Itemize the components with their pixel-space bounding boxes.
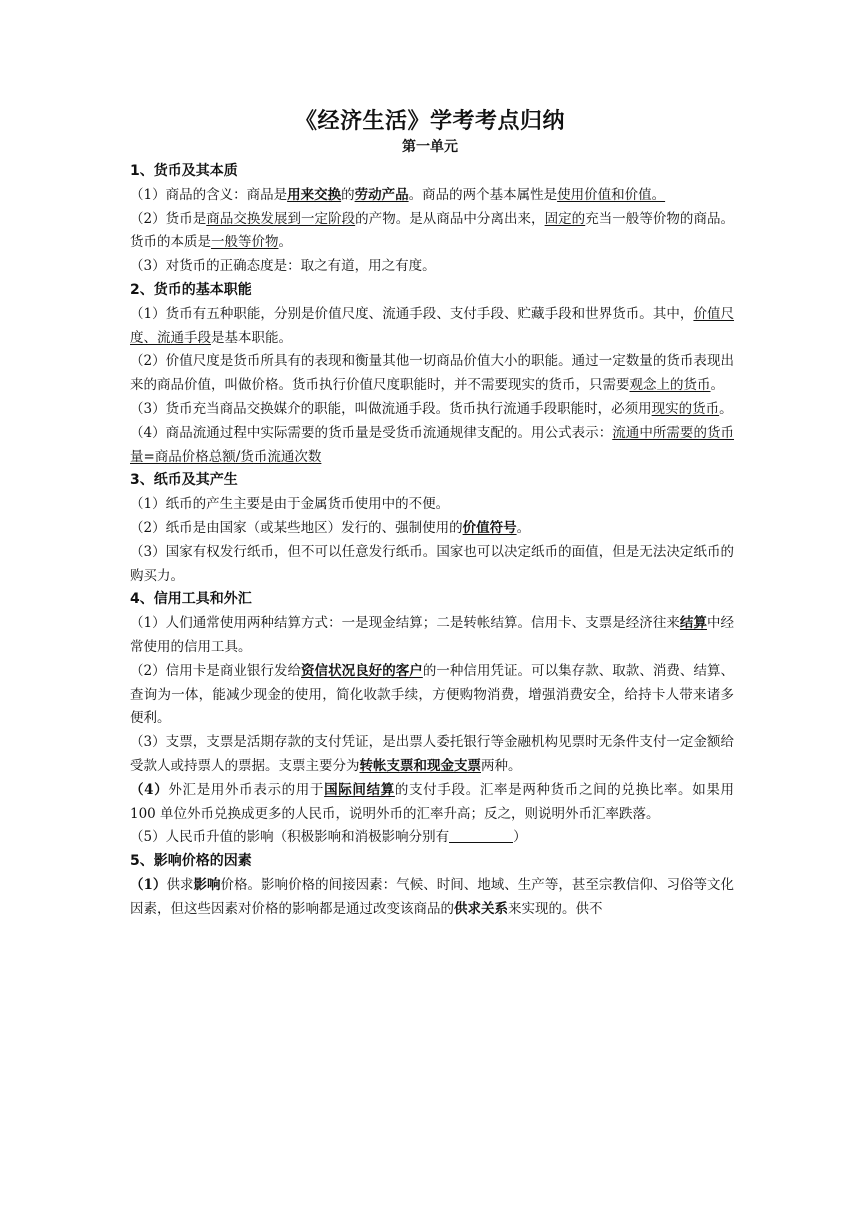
text-run: （1）人们通常使用两种结算方式：一是现金结算；二是转帐结算。信用卡、支票是经济往来 — [130, 615, 680, 632]
section-heading: 4、信用工具和外汇 — [130, 591, 252, 608]
key-term: 观念上的货币 — [629, 377, 711, 394]
text-run: 供求 — [166, 876, 194, 893]
paragraph — [130, 303, 734, 351]
text-run: （2）信用卡是商业银行发给 — [130, 662, 302, 679]
text-run: （4）商品流通过程中实际需要的货币量是受货币流通规律支配的。用公式表示： — [130, 424, 613, 441]
text-run: （2）纸币是由国家（或某些地区）发行的、强制使用的 — [130, 519, 463, 536]
paragraph: （3）国家有权发行纸币，但不可以任意发行纸币。国家也可以决定纸币的面值，但是无法决定纸币的购买力。 — [130, 543, 734, 584]
document-body — [130, 160, 734, 922]
section-heading: 2、货币的基本职能 — [130, 281, 252, 298]
text-run: 价格。影响价格的间接因素：气候、时间、地域、生产等，甚至宗教信仰、习俗等文化因素，但这些因素对价格的影响都是通过改变该商品的 — [130, 876, 734, 917]
key-term: 现实的货币 — [651, 400, 720, 417]
key-term: 流通中所需要的货币量=商品价格总额/货币流通次数 — [130, 424, 735, 465]
section-heading: 5、影响价格的因素 — [130, 853, 252, 870]
key-term: 转帐支票和现金支票 — [359, 757, 481, 774]
paragraph — [130, 184, 734, 208]
key-term: 影响 — [193, 876, 221, 893]
paragraph — [130, 826, 734, 850]
text-run: （1）货币有五种职能，分别是价值尺度、流通手段、支付手段、贮藏手段和世界货币。其中， — [130, 305, 694, 322]
text-run: 中经常使用的信用工具。 — [130, 615, 735, 655]
paragraph — [130, 208, 734, 256]
fill-in-blank — [449, 828, 513, 843]
paragraph — [130, 660, 734, 731]
document-title: 《经济生活》学考考点归纳 — [294, 109, 565, 134]
unit-title: 第一单元 — [402, 139, 458, 155]
text-run: 的一种信用凭证。可以集存款、取款、消费、结算、查询为一体，能减少现金的使用，简化收款手续，方便购物消费，增强消费安全，给持卡人带来诸多便利。 — [130, 662, 735, 727]
text-run: 。 — [719, 400, 733, 417]
text-run: 的支付手段。汇率是两种货币之间的兑换比率。如果用 100 单位外币兑换成更多的人民币，说明外币的汇率升高；反之，则说明外币汇率跌落。 — [130, 781, 735, 822]
text-run: （5）人民币升值的影响（积极影响和消极影响分别有 — [130, 829, 450, 846]
paragraph — [130, 779, 734, 827]
text-run: （3）货币充当商品交换媒介的职能，叫做流通手段。货币执行流通手段职能时，必须用 — [130, 400, 652, 417]
text-run: 外汇是用外币表示的用于 — [168, 781, 325, 798]
text-run: 。 — [710, 377, 724, 394]
text-run: 。 — [278, 234, 292, 251]
text-run: （1） — [130, 876, 167, 893]
paragraph: （1）纸币的产生主要是由于金属货币使用中的不便。 — [130, 496, 450, 513]
key-term: 价值符号 — [462, 519, 517, 536]
text-run: 。 — [516, 519, 531, 536]
key-term: 使用价值和价值。 — [557, 186, 666, 203]
text-run: （2）价值尺度是货币所具有的表现和衡量其他一切商品价值大小的职能。通过一定数量的货币表现出来的商品价值，叫做价格。货币执行价值尺度职能时，并不需要现实的货币，只需要 — [130, 353, 734, 394]
key-term: 商品交换发展到一定阶段 — [206, 210, 356, 227]
paragraph — [130, 612, 734, 660]
paragraph — [130, 874, 734, 922]
section-heading: 1、货币及其本质 — [130, 163, 238, 179]
section-heading: 3、纸币及其产生 — [130, 472, 238, 489]
text-run: （2）货币是 — [130, 210, 207, 227]
text-run: 两种。 — [481, 757, 522, 774]
key-term: 用来交换 — [287, 186, 342, 203]
text-run: ） — [513, 829, 527, 846]
key-term: 固定的 — [544, 210, 586, 227]
key-term: 一般等价物 — [211, 234, 279, 251]
paragraph — [130, 517, 734, 541]
text-run: 。商品的两个基本属性是 — [408, 186, 558, 203]
paragraph — [130, 731, 734, 779]
text-run: 充当一般等价物的商品。货币的本质是 — [130, 210, 735, 251]
text-run: 的 — [341, 186, 355, 203]
paragraph — [130, 422, 734, 470]
text-run: 的产物。是从商品中分离出来， — [355, 210, 545, 227]
key-term: 劳动产品 — [354, 186, 409, 203]
key-term: 国际间结算 — [324, 781, 395, 798]
text-run: 来实现的。供不 — [508, 900, 603, 917]
paragraph — [130, 398, 734, 422]
key-term: 价值尺度、流通手段 — [130, 305, 735, 346]
text-run: （3）支票，支票是活期存款的支付凭证，是出票人委托银行等金融机构见票时无条件支付一定金额给受款人或持票人的票据。支票主要分为 — [130, 734, 734, 774]
text-run: 是基本职能。 — [211, 329, 292, 346]
text-run: （1）商品的含义：商品是 — [130, 186, 288, 203]
key-term: 资信状况良好的客户 — [301, 662, 423, 679]
paragraph — [130, 350, 734, 398]
text-run: （4） — [130, 781, 169, 798]
key-term: 供求关系 — [454, 900, 508, 917]
key-term: 结算 — [679, 615, 707, 632]
paragraph: （3）对货币的正确态度是：取之有道，用之有度。 — [130, 258, 436, 275]
